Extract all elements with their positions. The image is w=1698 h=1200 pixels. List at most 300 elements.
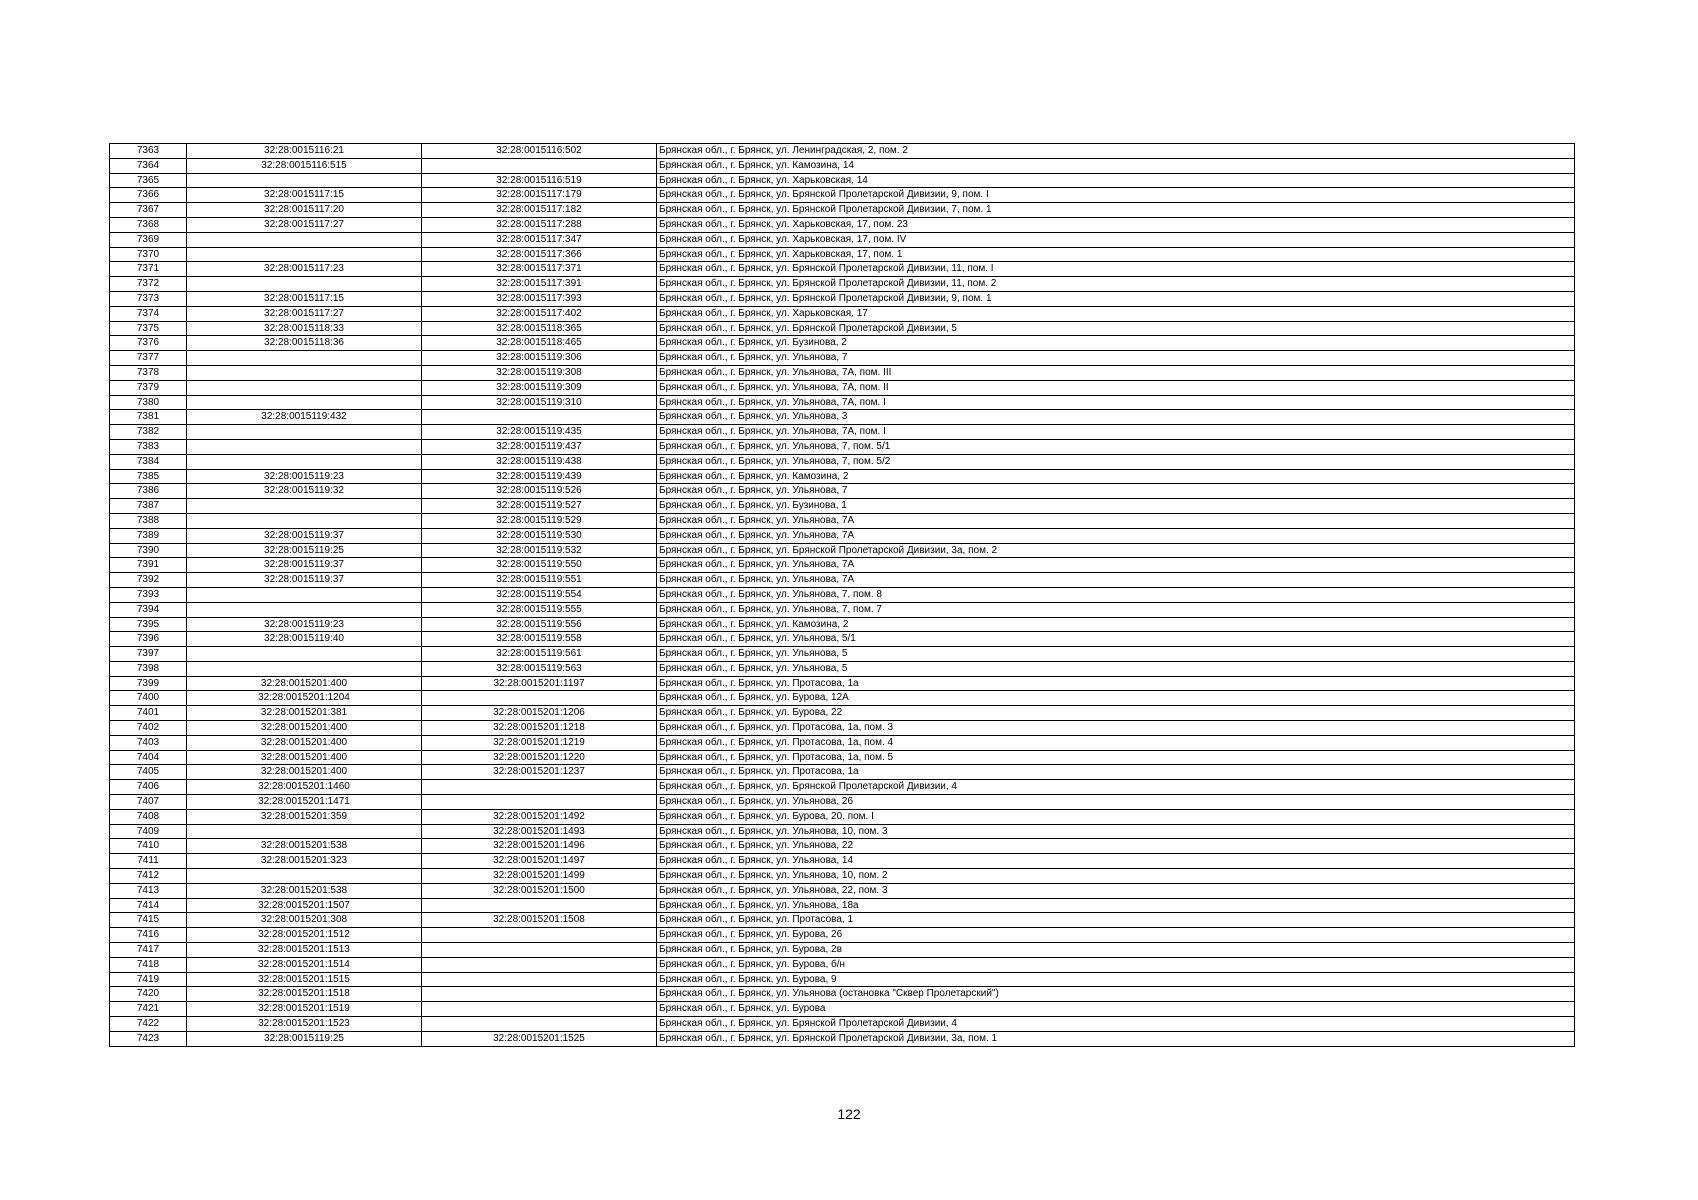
building-number-cell: 32:28:0015119:554 xyxy=(422,587,657,602)
land-parcel-number-cell: 32:28:0015201:400 xyxy=(187,721,422,736)
land-parcel-number-cell xyxy=(187,439,422,454)
table-row xyxy=(110,854,1575,869)
land-parcel-number-cell: 32:28:0015201:308 xyxy=(187,913,422,928)
land-parcel-number-cell xyxy=(187,247,422,262)
row-number-cell: 7403 xyxy=(110,735,187,750)
row-number-cell: 7402 xyxy=(110,721,187,736)
table-row xyxy=(110,824,1575,839)
land-parcel-number-cell: 32:28:0015119:37 xyxy=(187,573,422,588)
building-number-cell: 32:28:0015116:519 xyxy=(422,173,657,188)
building-number-cell: 32:28:0015119:435 xyxy=(422,425,657,440)
row-number-cell: 7391 xyxy=(110,558,187,573)
table-row xyxy=(110,321,1575,336)
land-parcel-number-cell: 32:28:0015117:23 xyxy=(187,262,422,277)
building-number-cell xyxy=(422,1002,657,1017)
row-number-cell: 7396 xyxy=(110,632,187,647)
land-parcel-number-cell xyxy=(187,869,422,884)
address-cell: Брянская обл., г. Брянск, ул. Брянской Пролетарской Дивизии, 3а, пом. 2 xyxy=(657,543,1575,558)
address-cell: Брянская обл., г. Брянск, ул. Ульянова, 3 xyxy=(657,410,1575,425)
building-number-cell xyxy=(422,928,657,943)
address-cell: Брянская обл., г. Брянск, ул. Бурова, 20, пом. I xyxy=(657,809,1575,824)
table-body xyxy=(110,144,1575,1047)
address-cell: Брянская обл., г. Брянск, ул. Протасова, 1а xyxy=(657,765,1575,780)
land-parcel-number-cell xyxy=(187,395,422,410)
building-number-cell: 32:28:0015201:1525 xyxy=(422,1031,657,1046)
building-number-cell: 32:28:0015119:437 xyxy=(422,439,657,454)
land-parcel-number-cell xyxy=(187,454,422,469)
land-parcel-number-cell: 32:28:0015201:1460 xyxy=(187,780,422,795)
table-row xyxy=(110,706,1575,721)
row-number-cell: 7390 xyxy=(110,543,187,558)
building-number-cell: 32:28:0015117:402 xyxy=(422,306,657,321)
building-number-cell: 32:28:0015117:182 xyxy=(422,203,657,218)
address-cell: Брянская обл., г. Брянск, ул. Ульянова, 18а xyxy=(657,898,1575,913)
table-row xyxy=(110,277,1575,292)
table-row xyxy=(110,780,1575,795)
row-number-cell: 7367 xyxy=(110,203,187,218)
building-number-cell: 32:28:0015119:527 xyxy=(422,499,657,514)
land-parcel-number-cell xyxy=(187,380,422,395)
building-number-cell: 32:28:0015117:347 xyxy=(422,232,657,247)
land-parcel-number-cell: 32:28:0015201:1515 xyxy=(187,972,422,987)
land-parcel-number-cell: 32:28:0015116:21 xyxy=(187,144,422,159)
row-number-cell: 7398 xyxy=(110,661,187,676)
row-number-cell: 7376 xyxy=(110,336,187,351)
address-cell: Брянская обл., г. Брянск, ул. Ульянова, 7, пом. 5/2 xyxy=(657,454,1575,469)
address-cell: Брянская обл., г. Брянск, ул. Камозина, 14 xyxy=(657,158,1575,173)
row-number-cell: 7401 xyxy=(110,706,187,721)
building-number-cell: 32:28:0015201:1493 xyxy=(422,824,657,839)
address-cell: Брянская обл., г. Брянск, ул. Бурова, 12А xyxy=(657,691,1575,706)
land-parcel-number-cell xyxy=(187,277,422,292)
row-number-cell: 7385 xyxy=(110,469,187,484)
building-number-cell xyxy=(422,943,657,958)
address-cell: Брянская обл., г. Брянск, ул. Ульянова, 7А, пом. I xyxy=(657,395,1575,410)
table-row xyxy=(110,484,1575,499)
address-cell: Брянская обл., г. Брянск, ул. Ульянова, 7, пом. 5/1 xyxy=(657,439,1575,454)
address-cell: Брянская обл., г. Брянск, ул. Протасова, 1а, пом. 5 xyxy=(657,750,1575,765)
table-row xyxy=(110,217,1575,232)
row-number-cell: 7419 xyxy=(110,972,187,987)
row-number-cell: 7415 xyxy=(110,913,187,928)
land-parcel-number-cell: 32:28:0015119:40 xyxy=(187,632,422,647)
table-row xyxy=(110,957,1575,972)
address-cell: Брянская обл., г. Брянск, ул. Ульянова, 7, пом. 7 xyxy=(657,602,1575,617)
land-parcel-number-cell: 32:28:0015201:1513 xyxy=(187,943,422,958)
row-number-cell: 7408 xyxy=(110,809,187,824)
land-parcel-number-cell xyxy=(187,661,422,676)
address-cell: Брянская обл., г. Брянск, ул. Ульянова, 26 xyxy=(657,795,1575,810)
land-parcel-number-cell: 32:28:0015201:1514 xyxy=(187,957,422,972)
row-number-cell: 7400 xyxy=(110,691,187,706)
land-parcel-number-cell xyxy=(187,499,422,514)
row-number-cell: 7368 xyxy=(110,217,187,232)
row-number-cell: 7417 xyxy=(110,943,187,958)
building-number-cell: 32:28:0015201:1219 xyxy=(422,735,657,750)
address-cell: Брянская обл., г. Брянск, ул. Брянской Пролетарской Дивизии, 9, пом. 1 xyxy=(657,291,1575,306)
row-number-cell: 7364 xyxy=(110,158,187,173)
table-row xyxy=(110,1031,1575,1046)
address-cell: Брянская обл., г. Брянск, ул. Харьковская, 14 xyxy=(657,173,1575,188)
land-parcel-number-cell: 32:28:0015116:515 xyxy=(187,158,422,173)
land-parcel-number-cell xyxy=(187,232,422,247)
table-row xyxy=(110,617,1575,632)
table-row xyxy=(110,380,1575,395)
row-number-cell: 7420 xyxy=(110,987,187,1002)
land-parcel-number-cell xyxy=(187,513,422,528)
row-number-cell: 7366 xyxy=(110,188,187,203)
land-parcel-number-cell: 32:28:0015119:32 xyxy=(187,484,422,499)
table-row xyxy=(110,158,1575,173)
address-cell: Брянская обл., г. Брянск, ул. Камозина, 2 xyxy=(657,617,1575,632)
cadastral-table xyxy=(109,143,1575,1047)
land-parcel-number-cell: 32:28:0015117:27 xyxy=(187,217,422,232)
table-row xyxy=(110,173,1575,188)
address-cell: Брянская обл., г. Брянск, ул. Ульянова, 10, пом. 2 xyxy=(657,869,1575,884)
address-cell: Брянская обл., г. Брянск, ул. Бурова, 9 xyxy=(657,972,1575,987)
table-row xyxy=(110,898,1575,913)
building-number-cell xyxy=(422,691,657,706)
address-cell: Брянская обл., г. Брянск, ул. Бурова xyxy=(657,1002,1575,1017)
land-parcel-number-cell: 32:28:0015119:432 xyxy=(187,410,422,425)
building-number-cell: 32:28:0015116:502 xyxy=(422,144,657,159)
table-row xyxy=(110,306,1575,321)
row-number-cell: 7380 xyxy=(110,395,187,410)
address-cell: Брянская обл., г. Брянск, ул. Брянской Пролетарской Дивизии, 7, пом. 1 xyxy=(657,203,1575,218)
building-number-cell: 32:28:0015117:288 xyxy=(422,217,657,232)
address-cell: Брянская обл., г. Брянск, ул. Брянской Пролетарской Дивизии, 4 xyxy=(657,1017,1575,1032)
land-parcel-number-cell xyxy=(187,602,422,617)
table-row xyxy=(110,573,1575,588)
land-parcel-number-cell: 32:28:0015201:381 xyxy=(187,706,422,721)
address-cell: Брянская обл., г. Брянск, ул. Ленинградская, 2, пом. 2 xyxy=(657,144,1575,159)
table-row xyxy=(110,203,1575,218)
building-number-cell: 32:28:0015119:563 xyxy=(422,661,657,676)
table-row xyxy=(110,883,1575,898)
building-number-cell xyxy=(422,158,657,173)
row-number-cell: 7369 xyxy=(110,232,187,247)
land-parcel-number-cell: 32:28:0015201:1204 xyxy=(187,691,422,706)
table-row xyxy=(110,987,1575,1002)
building-number-cell: 32:28:0015201:1197 xyxy=(422,676,657,691)
land-parcel-number-cell xyxy=(187,647,422,662)
row-number-cell: 7393 xyxy=(110,587,187,602)
building-number-cell: 32:28:0015119:558 xyxy=(422,632,657,647)
row-number-cell: 7407 xyxy=(110,795,187,810)
table-row xyxy=(110,587,1575,602)
row-number-cell: 7397 xyxy=(110,647,187,662)
building-number-cell xyxy=(422,987,657,1002)
row-number-cell: 7384 xyxy=(110,454,187,469)
row-number-cell: 7421 xyxy=(110,1002,187,1017)
table-row xyxy=(110,735,1575,750)
table-row xyxy=(110,499,1575,514)
building-number-cell xyxy=(422,957,657,972)
row-number-cell: 7370 xyxy=(110,247,187,262)
table-row xyxy=(110,543,1575,558)
building-number-cell: 32:28:0015117:366 xyxy=(422,247,657,262)
table-row xyxy=(110,439,1575,454)
land-parcel-number-cell: 32:28:0015118:33 xyxy=(187,321,422,336)
address-cell: Брянская обл., г. Брянск, ул. Бурова, 22 xyxy=(657,706,1575,721)
address-cell: Брянская обл., г. Брянск, ул. Ульянова, 22 xyxy=(657,839,1575,854)
table-row xyxy=(110,410,1575,425)
address-cell: Брянская обл., г. Брянск, ул. Ульянова, 7 xyxy=(657,351,1575,366)
row-number-cell: 7411 xyxy=(110,854,187,869)
table-row xyxy=(110,232,1575,247)
address-cell: Брянская обл., г. Брянск, ул. Ульянова, 22, пом. 3 xyxy=(657,883,1575,898)
land-parcel-number-cell xyxy=(187,351,422,366)
address-cell: Брянская обл., г. Брянск, ул. Ульянова, 5 xyxy=(657,661,1575,676)
land-parcel-number-cell xyxy=(187,824,422,839)
row-number-cell: 7372 xyxy=(110,277,187,292)
land-parcel-number-cell: 32:28:0015119:25 xyxy=(187,1031,422,1046)
building-number-cell: 32:28:0015119:529 xyxy=(422,513,657,528)
address-cell: Брянская обл., г. Брянск, ул. Харьковская, 17, пом. 1 xyxy=(657,247,1575,262)
building-number-cell: 32:28:0015117:393 xyxy=(422,291,657,306)
row-number-cell: 7394 xyxy=(110,602,187,617)
row-number-cell: 7395 xyxy=(110,617,187,632)
row-number-cell: 7381 xyxy=(110,410,187,425)
table-row xyxy=(110,1017,1575,1032)
building-number-cell: 32:28:0015119:555 xyxy=(422,602,657,617)
land-parcel-number-cell: 32:28:0015119:37 xyxy=(187,528,422,543)
row-number-cell: 7405 xyxy=(110,765,187,780)
building-number-cell: 32:28:0015119:310 xyxy=(422,395,657,410)
building-number-cell: 32:28:0015119:532 xyxy=(422,543,657,558)
address-cell: Брянская обл., г. Брянск, ул. Камозина, 2 xyxy=(657,469,1575,484)
address-cell: Брянская обл., г. Брянск, ул. Протасова, 1а xyxy=(657,676,1575,691)
table-row xyxy=(110,795,1575,810)
building-number-cell xyxy=(422,898,657,913)
building-number-cell: 32:28:0015201:1206 xyxy=(422,706,657,721)
row-number-cell: 7371 xyxy=(110,262,187,277)
building-number-cell: 32:28:0015119:561 xyxy=(422,647,657,662)
row-number-cell: 7389 xyxy=(110,528,187,543)
table-row xyxy=(110,765,1575,780)
land-parcel-number-cell: 32:28:0015119:23 xyxy=(187,617,422,632)
building-number-cell: 32:28:0015119:308 xyxy=(422,365,657,380)
table-row xyxy=(110,869,1575,884)
building-number-cell: 32:28:0015117:371 xyxy=(422,262,657,277)
land-parcel-number-cell: 32:28:0015117:27 xyxy=(187,306,422,321)
land-parcel-number-cell: 32:28:0015201:1519 xyxy=(187,1002,422,1017)
land-parcel-number-cell: 32:28:0015201:400 xyxy=(187,750,422,765)
address-cell: Брянская обл., г. Брянск, ул. Брянской Пролетарской Дивизии, 11, пом. 2 xyxy=(657,277,1575,292)
table-row xyxy=(110,291,1575,306)
land-parcel-number-cell xyxy=(187,173,422,188)
address-cell: Брянская обл., г. Брянск, ул. Ульянова, 14 xyxy=(657,854,1575,869)
row-number-cell: 7363 xyxy=(110,144,187,159)
row-number-cell: 7406 xyxy=(110,780,187,795)
land-parcel-number-cell: 32:28:0015201:1512 xyxy=(187,928,422,943)
land-parcel-number-cell: 32:28:0015201:323 xyxy=(187,854,422,869)
table-row xyxy=(110,262,1575,277)
table-row xyxy=(110,188,1575,203)
table-row xyxy=(110,750,1575,765)
address-cell: Брянская обл., г. Брянск, ул. Ульянова, 7А, пом. I xyxy=(657,425,1575,440)
row-number-cell: 7377 xyxy=(110,351,187,366)
page-number: 122 xyxy=(837,1106,861,1122)
land-parcel-number-cell: 32:28:0015118:36 xyxy=(187,336,422,351)
table-row xyxy=(110,528,1575,543)
building-number-cell: 32:28:0015201:1220 xyxy=(422,750,657,765)
table-row xyxy=(110,469,1575,484)
land-parcel-number-cell: 32:28:0015119:23 xyxy=(187,469,422,484)
table-row xyxy=(110,676,1575,691)
address-cell: Брянская обл., г. Брянск, ул. Ульянова, 5/1 xyxy=(657,632,1575,647)
land-parcel-number-cell: 32:28:0015201:400 xyxy=(187,735,422,750)
address-cell: Брянская обл., г. Брянск, ул. Протасова, 1 xyxy=(657,913,1575,928)
table-row xyxy=(110,247,1575,262)
building-number-cell: 32:28:0015118:365 xyxy=(422,321,657,336)
land-parcel-number-cell: 32:28:0015117:20 xyxy=(187,203,422,218)
table-row xyxy=(110,928,1575,943)
table-row xyxy=(110,972,1575,987)
land-parcel-number-cell: 32:28:0015117:15 xyxy=(187,291,422,306)
building-number-cell: 32:28:0015201:1218 xyxy=(422,721,657,736)
address-cell: Брянская обл., г. Брянск, ул. Ульянова, 5 xyxy=(657,647,1575,662)
land-parcel-number-cell: 32:28:0015201:400 xyxy=(187,676,422,691)
address-cell: Брянская обл., г. Брянск, ул. Ульянова, 7А xyxy=(657,528,1575,543)
row-number-cell: 7410 xyxy=(110,839,187,854)
table-row xyxy=(110,395,1575,410)
table-row xyxy=(110,144,1575,159)
building-number-cell xyxy=(422,780,657,795)
table-row xyxy=(110,809,1575,824)
row-number-cell: 7413 xyxy=(110,883,187,898)
land-parcel-number-cell: 32:28:0015201:538 xyxy=(187,883,422,898)
building-number-cell: 32:28:0015201:1497 xyxy=(422,854,657,869)
building-number-cell: 32:28:0015118:465 xyxy=(422,336,657,351)
table-row xyxy=(110,913,1575,928)
land-parcel-number-cell: 32:28:0015119:25 xyxy=(187,543,422,558)
table-row xyxy=(110,647,1575,662)
row-number-cell: 7392 xyxy=(110,573,187,588)
building-number-cell: 32:28:0015119:439 xyxy=(422,469,657,484)
building-number-cell: 32:28:0015119:551 xyxy=(422,573,657,588)
address-cell: Брянская обл., г. Брянск, ул. Ульянова, 7 xyxy=(657,484,1575,499)
building-number-cell: 32:28:0015119:550 xyxy=(422,558,657,573)
table-row xyxy=(110,943,1575,958)
row-number-cell: 7374 xyxy=(110,306,187,321)
table-row xyxy=(110,558,1575,573)
land-parcel-number-cell: 32:28:0015117:15 xyxy=(187,188,422,203)
land-parcel-number-cell: 32:28:0015201:1523 xyxy=(187,1017,422,1032)
address-cell: Брянская обл., г. Брянск, ул. Ульянова, 7А xyxy=(657,513,1575,528)
row-number-cell: 7383 xyxy=(110,439,187,454)
address-cell: Брянская обл., г. Брянск, ул. Бурова, 26 xyxy=(657,928,1575,943)
building-number-cell: 32:28:0015201:1499 xyxy=(422,869,657,884)
address-cell: Брянская обл., г. Брянск, ул. Бузинова, 2 xyxy=(657,336,1575,351)
table-row xyxy=(110,365,1575,380)
table-row xyxy=(110,691,1575,706)
address-cell: Брянская обл., г. Брянск, ул. Харьковская, 17 xyxy=(657,306,1575,321)
row-number-cell: 7399 xyxy=(110,676,187,691)
building-number-cell xyxy=(422,1017,657,1032)
building-number-cell xyxy=(422,972,657,987)
land-parcel-number-cell: 32:28:0015201:1507 xyxy=(187,898,422,913)
address-cell: Брянская обл., г. Брянск, ул. Брянской Пролетарской Дивизии, 3а, пом. 1 xyxy=(657,1031,1575,1046)
table-row xyxy=(110,351,1575,366)
row-number-cell: 7382 xyxy=(110,425,187,440)
address-cell: Брянская обл., г. Брянск, ул. Ульянова, 7А xyxy=(657,573,1575,588)
address-cell: Брянская обл., г. Брянск, ул. Харьковская, 17, пом. IV xyxy=(657,232,1575,247)
table-row xyxy=(110,721,1575,736)
address-cell: Брянская обл., г. Брянск, ул. Брянской Пролетарской Дивизии, 5 xyxy=(657,321,1575,336)
address-cell: Брянская обл., г. Брянск, ул. Ульянова, 7А xyxy=(657,558,1575,573)
building-number-cell: 32:28:0015201:1496 xyxy=(422,839,657,854)
row-number-cell: 7414 xyxy=(110,898,187,913)
row-number-cell: 7365 xyxy=(110,173,187,188)
address-cell: Брянская обл., г. Брянск, ул. Протасова, 1а, пом. 4 xyxy=(657,735,1575,750)
building-number-cell: 32:28:0015119:526 xyxy=(422,484,657,499)
row-number-cell: 7409 xyxy=(110,824,187,839)
address-cell: Брянская обл., г. Брянск, ул. Ульянова, 7, пом. 8 xyxy=(657,587,1575,602)
land-parcel-number-cell: 32:28:0015119:37 xyxy=(187,558,422,573)
row-number-cell: 7423 xyxy=(110,1031,187,1046)
land-parcel-number-cell: 32:28:0015201:538 xyxy=(187,839,422,854)
building-number-cell: 32:28:0015119:438 xyxy=(422,454,657,469)
land-parcel-number-cell xyxy=(187,425,422,440)
building-number-cell: 32:28:0015119:309 xyxy=(422,380,657,395)
land-parcel-number-cell xyxy=(187,587,422,602)
table-row xyxy=(110,839,1575,854)
row-number-cell: 7387 xyxy=(110,499,187,514)
row-number-cell: 7404 xyxy=(110,750,187,765)
row-number-cell: 7422 xyxy=(110,1017,187,1032)
land-parcel-number-cell: 32:28:0015201:1471 xyxy=(187,795,422,810)
building-number-cell: 32:28:0015119:306 xyxy=(422,351,657,366)
building-number-cell: 32:28:0015117:179 xyxy=(422,188,657,203)
building-number-cell: 32:28:0015201:1237 xyxy=(422,765,657,780)
address-cell: Брянская обл., г. Брянск, ул. Бурова, 2в xyxy=(657,943,1575,958)
building-number-cell: 32:28:0015119:530 xyxy=(422,528,657,543)
table-row xyxy=(110,602,1575,617)
address-cell: Брянская обл., г. Брянск, ул. Брянской Пролетарской Дивизии, 9, пом. I xyxy=(657,188,1575,203)
address-cell: Брянская обл., г. Брянск, ул. Ульянова, 7А, пом. II xyxy=(657,380,1575,395)
row-number-cell: 7412 xyxy=(110,869,187,884)
land-parcel-number-cell: 32:28:0015201:1518 xyxy=(187,987,422,1002)
row-number-cell: 7378 xyxy=(110,365,187,380)
table-row xyxy=(110,632,1575,647)
table-row xyxy=(110,454,1575,469)
building-number-cell xyxy=(422,795,657,810)
land-parcel-number-cell: 32:28:0015201:400 xyxy=(187,765,422,780)
table-row xyxy=(110,661,1575,676)
land-parcel-number-cell: 32:28:0015201:359 xyxy=(187,809,422,824)
building-number-cell xyxy=(422,410,657,425)
row-number-cell: 7375 xyxy=(110,321,187,336)
address-cell: Брянская обл., г. Брянск, ул. Бузинова, 1 xyxy=(657,499,1575,514)
building-number-cell: 32:28:0015201:1500 xyxy=(422,883,657,898)
row-number-cell: 7418 xyxy=(110,957,187,972)
address-cell: Брянская обл., г. Брянск, ул. Ульянова, 7А, пом. III xyxy=(657,365,1575,380)
building-number-cell: 32:28:0015201:1508 xyxy=(422,913,657,928)
address-cell: Брянская обл., г. Брянск, ул. Протасова, 1а, пом. 3 xyxy=(657,721,1575,736)
table-row xyxy=(110,336,1575,351)
address-cell: Брянская обл., г. Брянск, ул. Бурова, б/н xyxy=(657,957,1575,972)
land-parcel-number-cell xyxy=(187,365,422,380)
address-cell: Брянская обл., г. Брянск, ул. Ульянова (остановка "Сквер Пролетарский") xyxy=(657,987,1575,1002)
row-number-cell: 7379 xyxy=(110,380,187,395)
row-number-cell: 7386 xyxy=(110,484,187,499)
address-cell: Брянская обл., г. Брянск, ул. Брянской Пролетарской Дивизии, 4 xyxy=(657,780,1575,795)
address-cell: Брянская обл., г. Брянск, ул. Брянской Пролетарской Дивизии, 11, пом. I xyxy=(657,262,1575,277)
building-number-cell: 32:28:0015117:391 xyxy=(422,277,657,292)
table-row xyxy=(110,425,1575,440)
address-cell: Брянская обл., г. Брянск, ул. Харьковская, 17, пом. 23 xyxy=(657,217,1575,232)
